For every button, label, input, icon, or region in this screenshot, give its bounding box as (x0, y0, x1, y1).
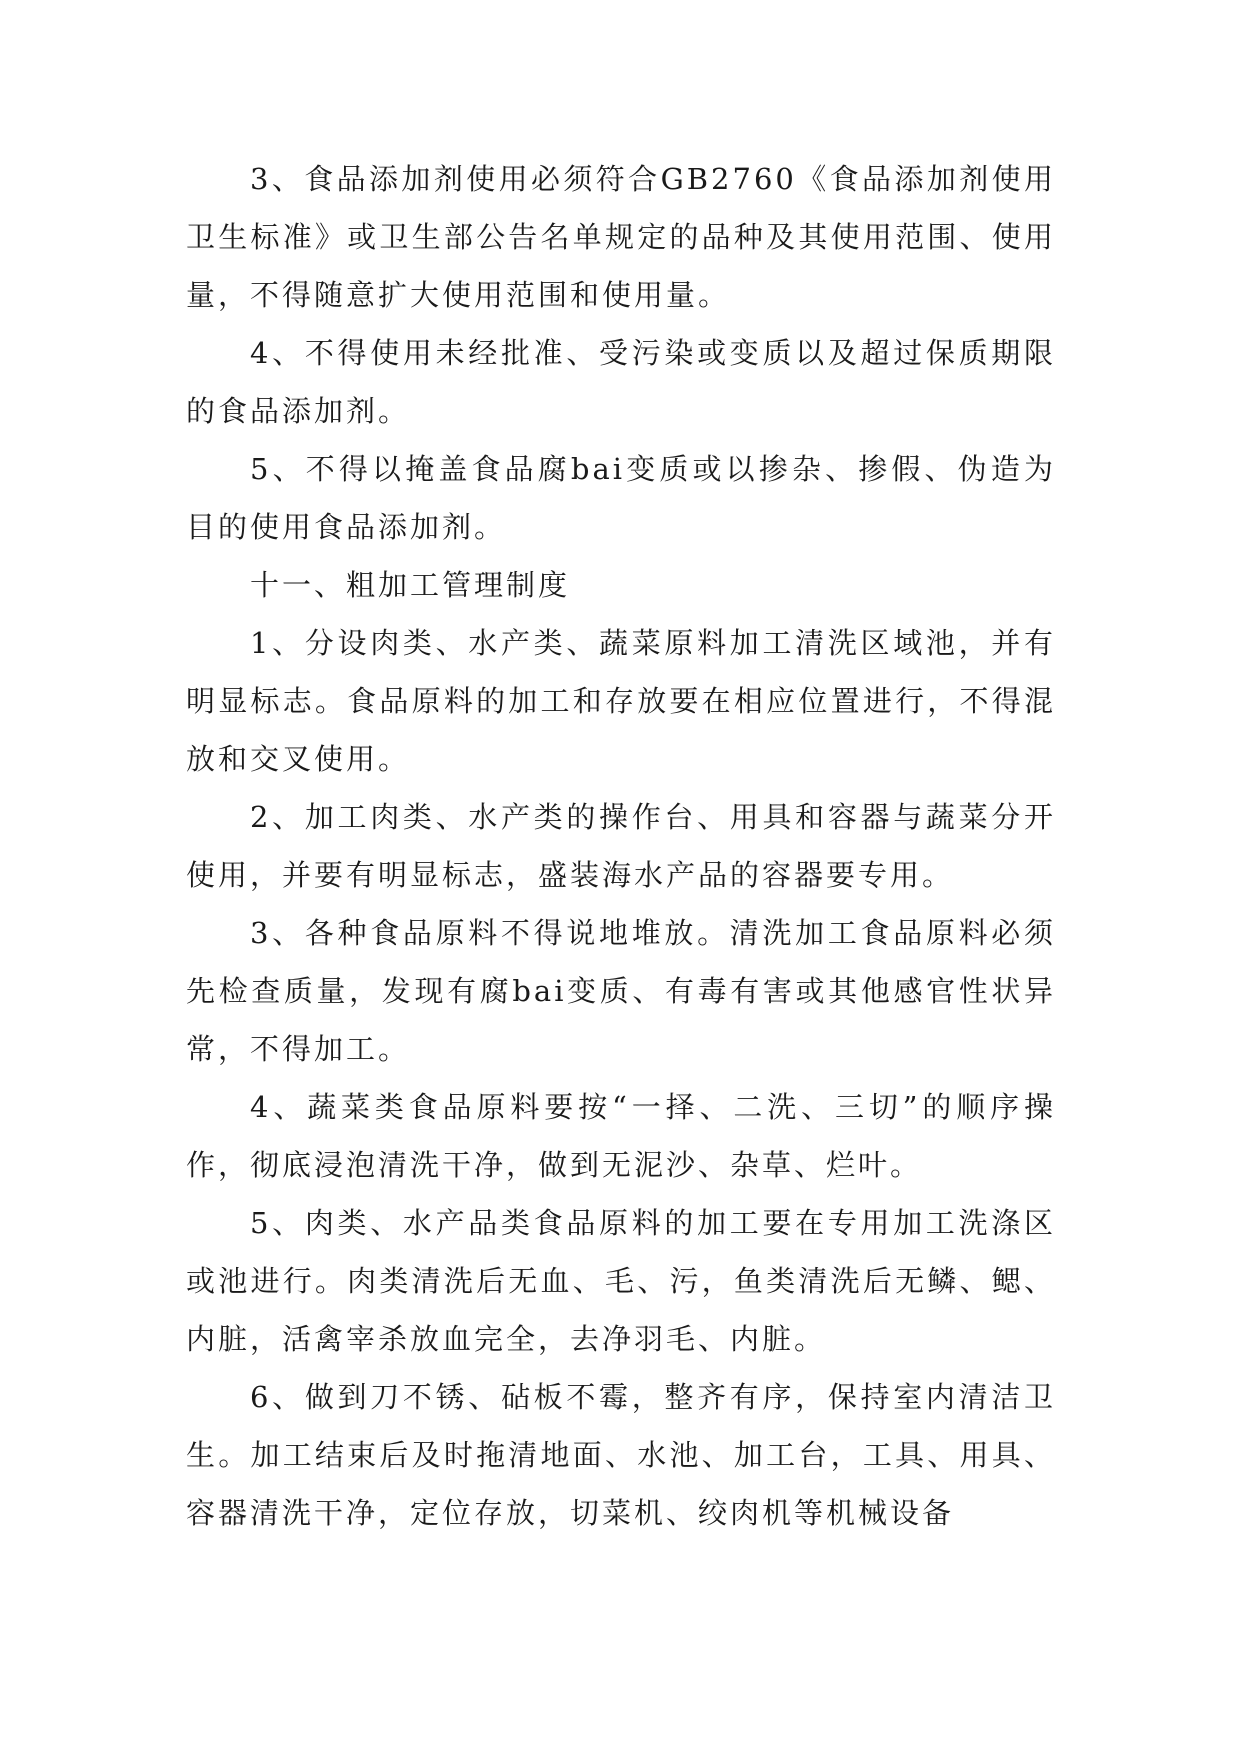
paragraph-quality-check: 3、各种食品原料不得说地堆放。清洗加工食品原料必须先检查质量，发现有腐bai变质、有毒有害或其他感官性状异常，不得加工。 (186, 916, 1056, 1066)
document-body (186, 150, 1056, 1542)
paragraph-no-masking-spoilage: 5、不得以掩盖食品腐bai变质或以掺杂、掺假、伪造为目的使用食品添加剂。 (186, 452, 1056, 544)
paragraph-vegetable-processing: 4、蔬菜类食品原料要按“一择、二洗、三切”的顺序操作，彻底浸泡清洗干净，做到无泥沙、杂草、烂叶。 (186, 1090, 1056, 1182)
paragraph-separate-washing-areas: 1、分设肉类、水产类、蔬菜原料加工清洗区域池，并有明显标志。食品原料的加工和存放要在相应位置进行，不得混放和交叉使用。 (186, 626, 1056, 776)
paragraph-additive-standard: 3、食品添加剂使用必须符合GB2760《食品添加剂使用卫生标准》或卫生部公告名单规定的品种及其使用范围、使用量，不得随意扩大使用范围和使用量。 (186, 162, 1056, 312)
paragraph-separate-tools: 2、加工肉类、水产类的操作台、用具和容器与蔬菜分开使用，并要有明显标志，盛装海水产品的容器要专用。 (186, 800, 1056, 892)
paragraph-no-unapproved-additives: 4、不得使用未经批准、受污染或变质以及超过保质期限的食品添加剂。 (186, 336, 1056, 428)
paragraph-cleanliness: 6、做到刀不锈、砧板不霉，整齐有序，保持室内清洁卫生。加工结束后及时拖清地面、水池、加工台，工具、用具、容器清洗干净，定位存放，切菜机、绞肉机等机械设备 (186, 1380, 1056, 1530)
section-heading-rough-processing: 十一、粗加工管理制度 (250, 568, 571, 602)
paragraph-meat-seafood-processing: 5、肉类、水产品类食品原料的加工要在专用加工洗涤区或池进行。肉类清洗后无血、毛、污，鱼类清洗后无鳞、鳃、内脏，活禽宰杀放血完全，去净羽毛、内脏。 (186, 1206, 1056, 1356)
